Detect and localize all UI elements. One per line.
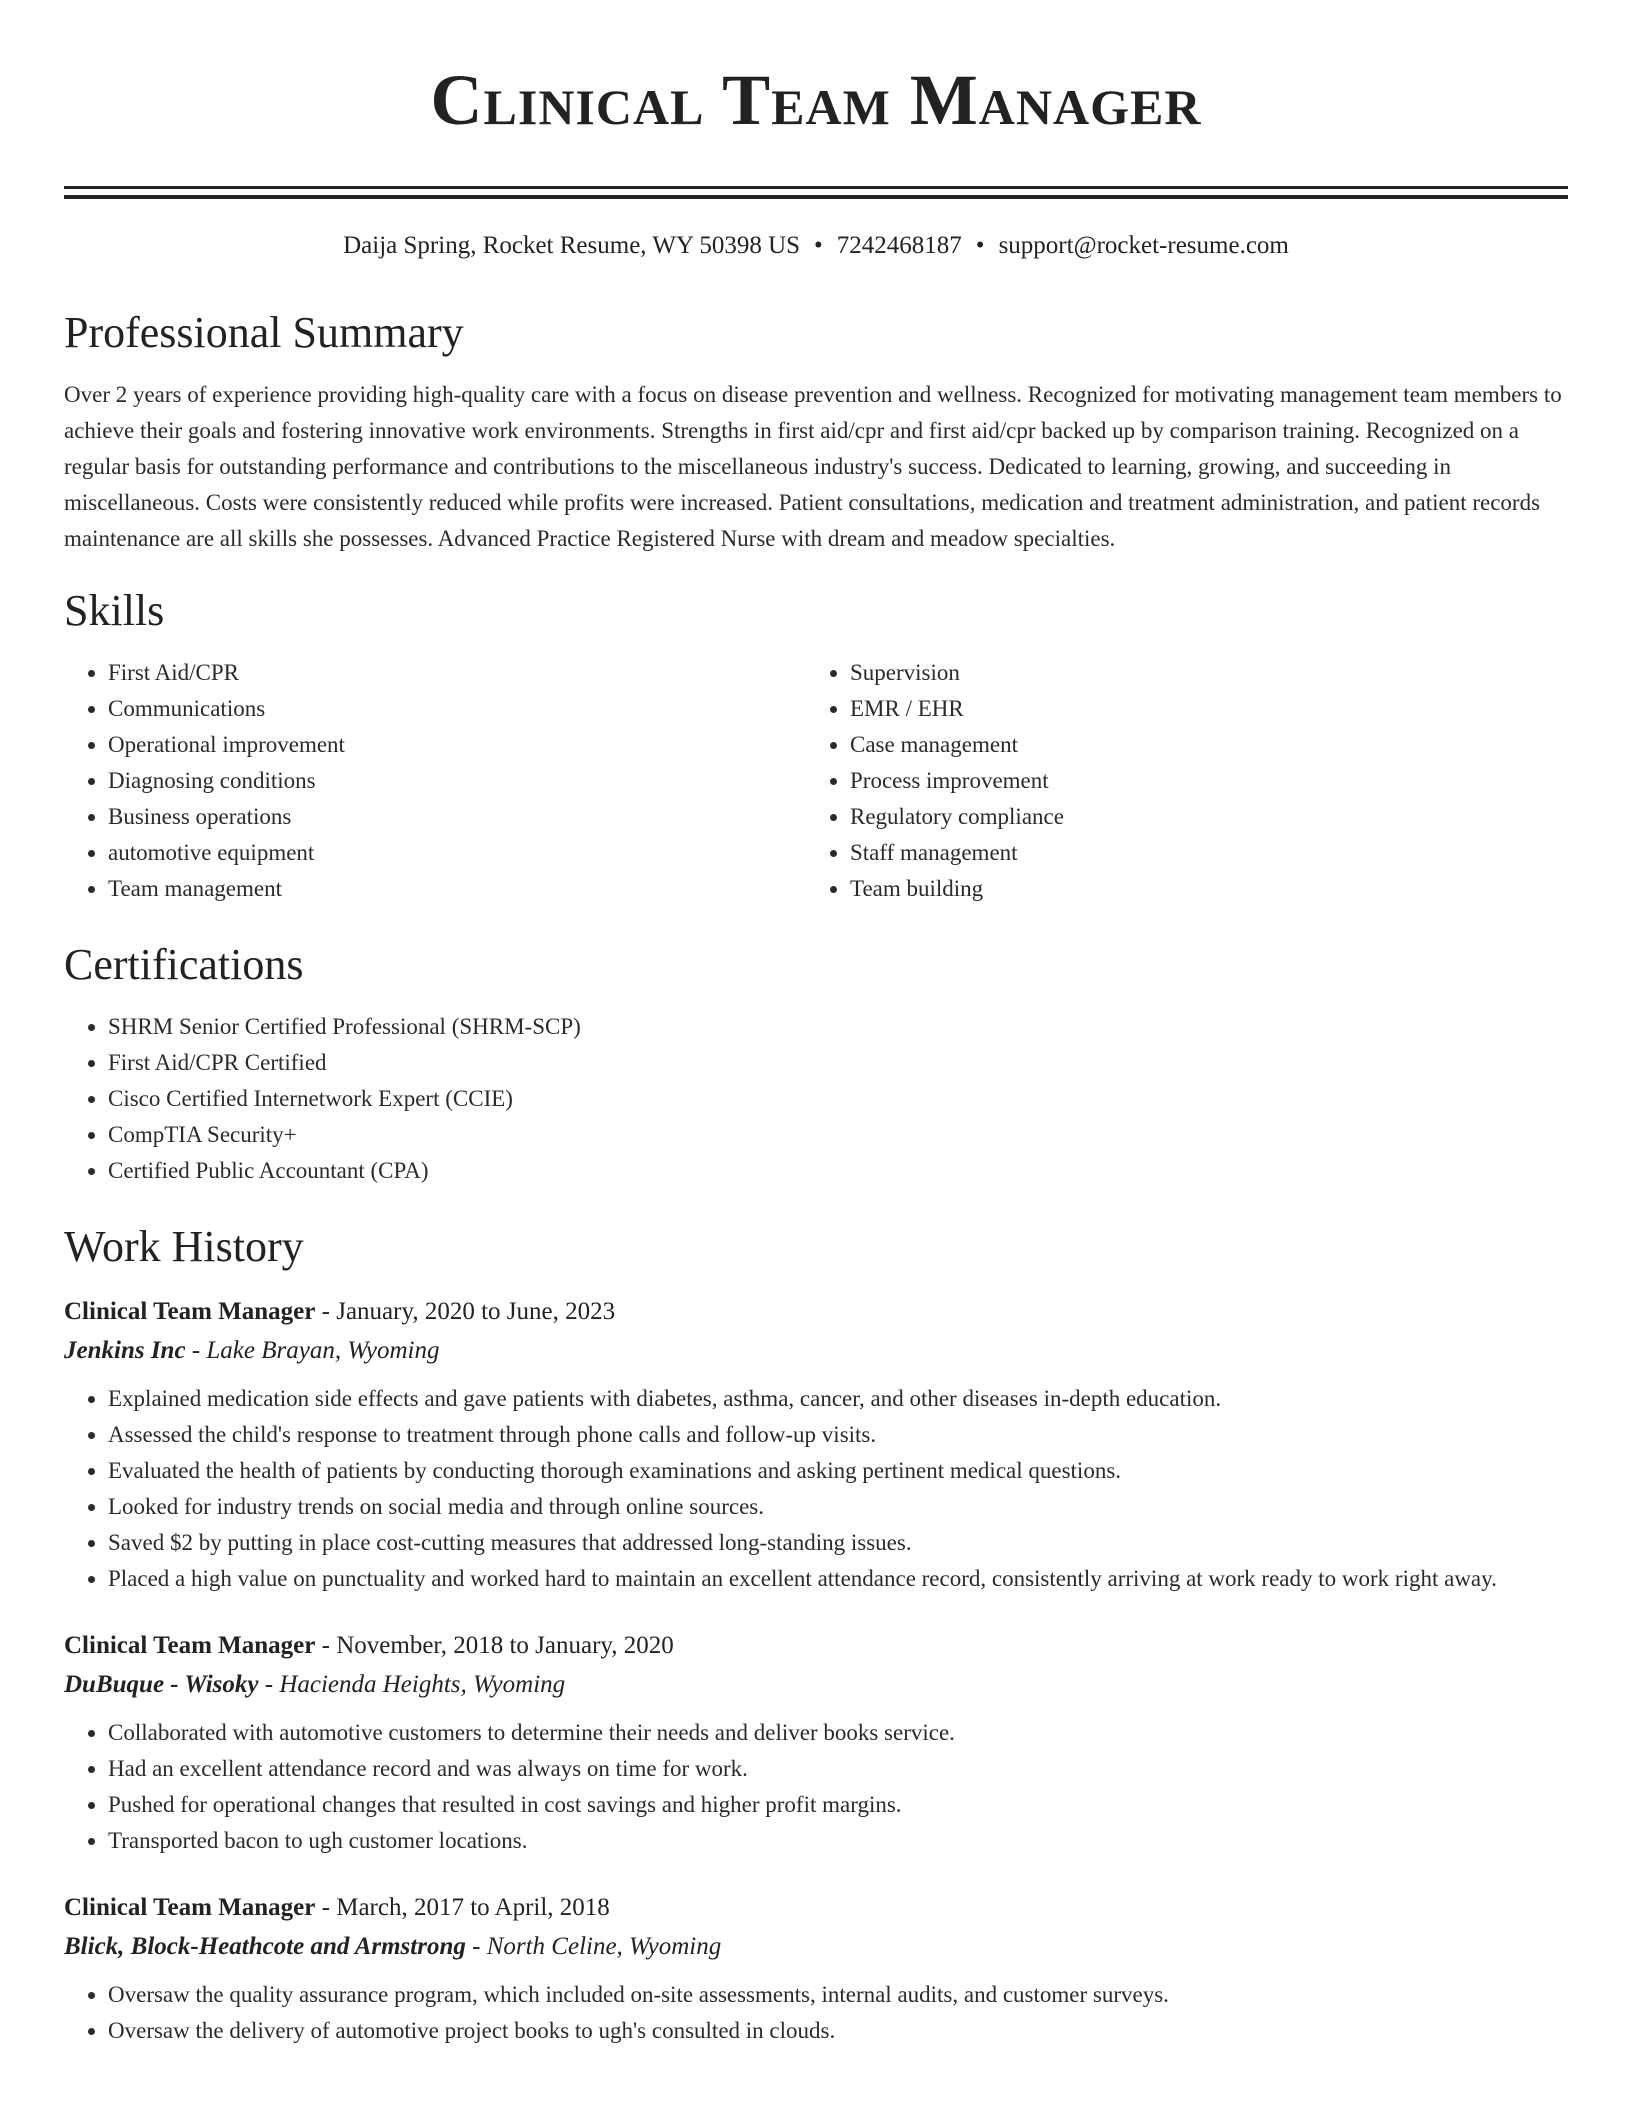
job-duty-item: • Evaluated the health of patients by conducting thorough examinations and asking pertinent medical questions. xyxy=(108,1453,1568,1489)
contact-phone: 7242468187 xyxy=(836,232,962,259)
company-location: Lake Brayan, Wyoming xyxy=(206,1337,440,1364)
skill-item: • Diagnosing conditions xyxy=(108,763,806,799)
section-heading-certifications: Certifications xyxy=(64,940,304,989)
skill-item: • Operational improvement xyxy=(108,727,806,763)
certification-item: • Certified Public Accountant (CPA) xyxy=(108,1153,1568,1189)
job-dash: - xyxy=(321,1894,330,1921)
company-line xyxy=(64,1331,1568,1371)
company-dash: - xyxy=(472,1933,481,1960)
job-duty-item: • Assessed the child's response to treatment through phone calls and follow-up visits. xyxy=(108,1417,1568,1453)
skill-item: • Team management xyxy=(108,871,806,907)
title-divider-bottom xyxy=(64,195,1568,199)
skill-item: • Supervision xyxy=(850,655,1548,691)
contact-separator: • xyxy=(975,232,985,259)
contact-email: support@rocket-resume.com xyxy=(998,232,1289,259)
job-dates: March, 2017 to April, 2018 xyxy=(336,1894,610,1921)
job-title: Clinical Team Manager xyxy=(64,1298,316,1325)
title-divider-top xyxy=(64,186,1568,189)
company-location: North Celine, Wyoming xyxy=(486,1933,722,1960)
skills-list-right xyxy=(806,655,1548,907)
job-title-line xyxy=(64,1627,1568,1665)
skill-item: • automotive equipment xyxy=(108,835,806,871)
job-dates: November, 2018 to January, 2020 xyxy=(336,1632,674,1659)
job-title: Clinical Team Manager xyxy=(64,1894,316,1921)
job-dash: - xyxy=(321,1298,330,1325)
certification-item: • SHRM Senior Certified Professional (SHRM-SCP) xyxy=(108,1009,1568,1045)
contact-separator: • xyxy=(814,232,823,259)
skills-list-left xyxy=(64,655,806,907)
job-duty-item: • Pushed for operational changes that resulted in cost savings and higher profit margins. xyxy=(108,1787,1568,1823)
resume-title: Clinical Team Manager xyxy=(430,60,1202,140)
company-name: Blick, Block-Heathcote and Armstrong xyxy=(64,1933,466,1960)
summary-text: Over 2 years of experience providing high-quality care with a focus on disease prevention and wellness. Recognized for motivating management team members to achieve their goals and fostering innovative work environments. Strengths in first aid/cpr and first aid/cpr backed up by comparison training. Recognized on a regular basis for outstanding performance and contributions to the miscellaneous industry's success. Dedicated to learning, growing, and succeeding in miscellaneous. Costs were consistently reduced while profits were increased. Patient consultations, medication and treatment administration, and patient records maintenance are all skills she possesses. Advanced Practice Registered Nurse with dream and meadow specialties. xyxy=(64,382,1562,551)
company-location: Hacienda Heights, Wyoming xyxy=(279,1671,566,1698)
certification-item: • CompTIA Security+ xyxy=(108,1117,1568,1153)
skill-item: • Regulatory compliance xyxy=(850,799,1548,835)
skill-item: • Communications xyxy=(108,691,806,727)
company-line xyxy=(64,1665,1568,1705)
job-duty-item: • Placed a high value on punctuality and worked hard to maintain an excellent attendance record, consistently arriving at work ready to work right away. xyxy=(108,1561,1568,1597)
job-duty-item: • Explained medication side effects and gave patients with diabetes, asthma, cancer, and other diseases in-depth education. xyxy=(108,1381,1568,1417)
certifications-list xyxy=(64,1009,1568,1189)
contact-line xyxy=(64,229,1568,263)
company-line xyxy=(64,1927,1568,1967)
company-dash: - xyxy=(191,1337,201,1364)
skill-item: • Team building xyxy=(850,871,1548,907)
skill-item: • EMR / EHR xyxy=(850,691,1548,727)
job-entry xyxy=(64,1293,1568,1597)
skills-grid xyxy=(64,655,1568,907)
company-name: DuBuque - Wisoky xyxy=(64,1671,259,1698)
job-title-line xyxy=(64,1889,1568,1927)
skill-item: • First Aid/CPR xyxy=(108,655,806,691)
job-dates: January, 2020 to June, 2023 xyxy=(336,1298,616,1325)
section-heading-work-history: Work History xyxy=(64,1222,304,1271)
section-heading-skills: Skills xyxy=(64,586,165,635)
job-duty-item: • Collaborated with automotive customers to determine their needs and deliver books service. xyxy=(108,1715,1568,1751)
job-dash: - xyxy=(321,1632,330,1659)
job-duty-item: • Oversaw the delivery of automotive project books to ugh's consulted in clouds. xyxy=(108,2013,1568,2049)
job-title: Clinical Team Manager xyxy=(64,1632,316,1659)
job-duty-item: • Had an excellent attendance record and was always on time for work. xyxy=(108,1751,1568,1787)
company-name: Jenkins Inc xyxy=(64,1337,186,1364)
job-duty-item: • Transported bacon to ugh customer locations. xyxy=(108,1823,1568,1859)
job-duty-item: • Oversaw the quality assurance program, which included on-site assessments, internal audits, and customer surveys. xyxy=(108,1977,1568,2013)
job-entry xyxy=(64,1889,1568,2049)
certification-item: • First Aid/CPR Certified xyxy=(108,1045,1568,1081)
skill-item: • Case management xyxy=(850,727,1548,763)
job-duty-item: • Saved $2 by putting in place cost-cutting measures that addressed long-standing issues. xyxy=(108,1525,1568,1561)
job-duty-item: • Looked for industry trends on social media and through online sources. xyxy=(108,1489,1568,1525)
contact-address: Daija Spring, Rocket Resume, WY 50398 US xyxy=(343,232,801,259)
job-duties-list xyxy=(64,1715,1568,1859)
skill-item: • Business operations xyxy=(108,799,806,835)
certification-item: • Cisco Certified Internetwork Expert (CCIE) xyxy=(108,1081,1568,1117)
job-duties-list xyxy=(64,1977,1568,2049)
section-heading-summary: Professional Summary xyxy=(64,308,464,357)
job-duties-list xyxy=(64,1381,1568,1597)
skill-item: • Staff management xyxy=(850,835,1548,871)
skill-item: • Process improvement xyxy=(850,763,1548,799)
job-title-line xyxy=(64,1293,1568,1331)
company-dash: - xyxy=(264,1671,274,1698)
job-entry xyxy=(64,1627,1568,1859)
